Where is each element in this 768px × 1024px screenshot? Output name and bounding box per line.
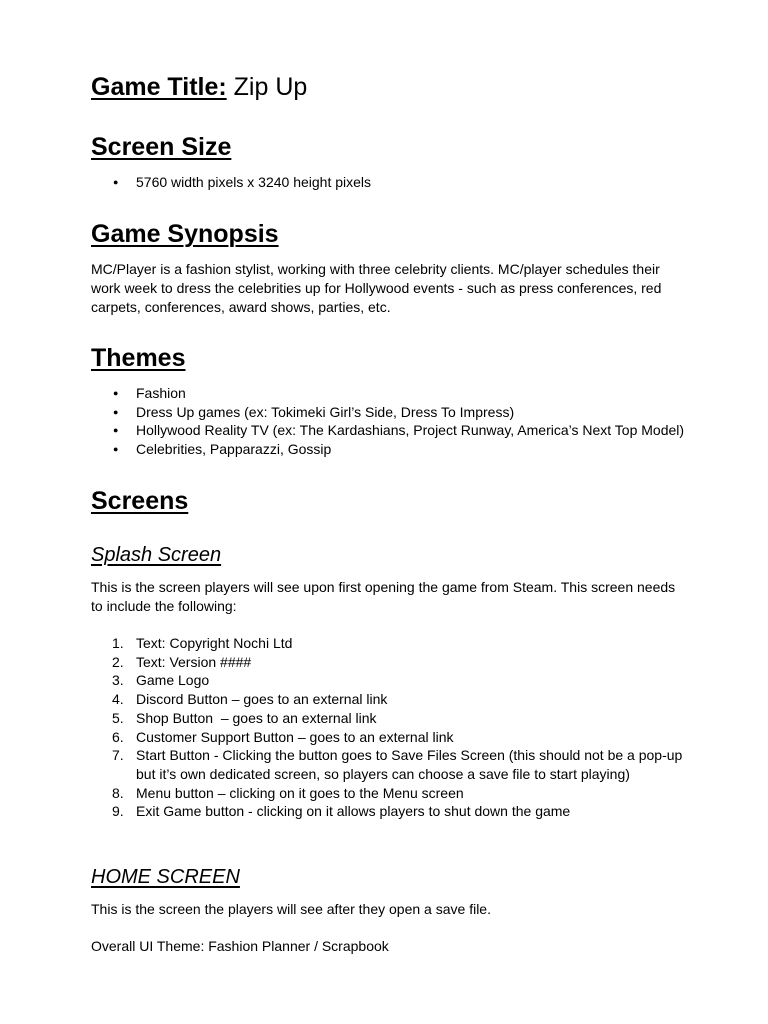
list-text: Menu button – clicking on it goes to the Menu screen	[136, 784, 464, 801]
list-number: 4.	[112, 691, 124, 708]
game-title-line	[91, 72, 307, 102]
list-item: ● 5760 width pixels x 3240 height pixels	[91, 173, 711, 192]
game-synopsis-text	[91, 260, 731, 317]
list-item	[91, 634, 731, 653]
list-text-continued: but it’s own dedicated screen, so players can choose a save file to start playing)	[136, 765, 630, 782]
screens-heading: Screens	[91, 487, 189, 515]
themes-heading: Themes	[91, 344, 186, 372]
list-text: Start Button - Clicking the button goes to Save Files Screen (this should not be a pop-up	[136, 747, 683, 764]
list-item: ● Hollywood Reality TV (ex: The Kardashians, Project Runway, America’s Next Top Model)	[91, 421, 731, 440]
list-item	[91, 653, 731, 672]
list-text: Text: Version ####	[136, 653, 252, 670]
game-title-label: Game Title:	[91, 73, 227, 101]
splash-intro-line: to include the following:	[91, 598, 237, 614]
home-screen-ui-theme: Overall UI Theme: Fashion Planner / Scrapbook	[91, 938, 389, 954]
home-screen-intro: This is the screen the players will see after they open a save file.	[91, 901, 491, 917]
splash-screen-heading: Splash Screen	[91, 544, 222, 566]
list-number: 1.	[112, 635, 124, 651]
list-item: ● Fashion	[91, 384, 731, 403]
splash-requirements-list	[91, 634, 731, 821]
list-item: ● Dress Up games (ex: Tokimeki Girl’s Side, Dress To Impress)	[91, 403, 731, 422]
list-text: Text: Copyright Nochi Ltd	[136, 635, 293, 651]
list-item	[91, 690, 731, 709]
splash-screen-intro	[91, 578, 731, 616]
list-text: Customer Support Button – goes to an external link	[136, 728, 454, 745]
game-title-value: Zip Up	[233, 73, 308, 101]
list-number: 5.	[112, 709, 124, 726]
list-number: 8.	[112, 784, 124, 801]
list-text: Shop Button – goes to an external link	[136, 709, 377, 726]
list-item	[91, 802, 731, 821]
list-item: ● Celebrities, Papparazzi, Gossip	[91, 440, 731, 459]
themes-list	[91, 384, 731, 459]
list-number: 6.	[112, 728, 124, 745]
list-item	[91, 709, 731, 728]
list-text: Game Logo	[136, 672, 210, 689]
list-number: 3.	[112, 672, 124, 689]
screen-size-heading: Screen Size	[91, 133, 232, 161]
synopsis-line: work week to dress the celebrities up for Hollywood events - such as press conferences, red	[91, 280, 662, 296]
list-text: Exit Game button - clicking on it allows players to shut down the game	[136, 803, 571, 820]
list-number: 9.	[112, 803, 124, 820]
list-text: Discord Button – goes to an external link	[136, 691, 388, 708]
splash-intro-line: This is the screen players will see upon first opening the game from Steam. This screen needs	[91, 579, 676, 595]
list-number: 2.	[112, 653, 124, 670]
home-screen-heading: HOME SCREEN	[91, 866, 240, 888]
list-item	[91, 784, 731, 803]
synopsis-line: carpets, conferences, award shows, parties, etc.	[91, 299, 391, 315]
list-item	[91, 746, 731, 783]
list-item	[91, 671, 731, 690]
list-item	[91, 728, 731, 747]
game-synopsis-heading: Game Synopsis	[91, 220, 279, 248]
list-number: 7.	[112, 747, 124, 764]
synopsis-line: MC/Player is a fashion stylist, working with three celebrity clients. MC/player schedules their	[91, 261, 660, 277]
screen-size-list	[91, 173, 711, 192]
